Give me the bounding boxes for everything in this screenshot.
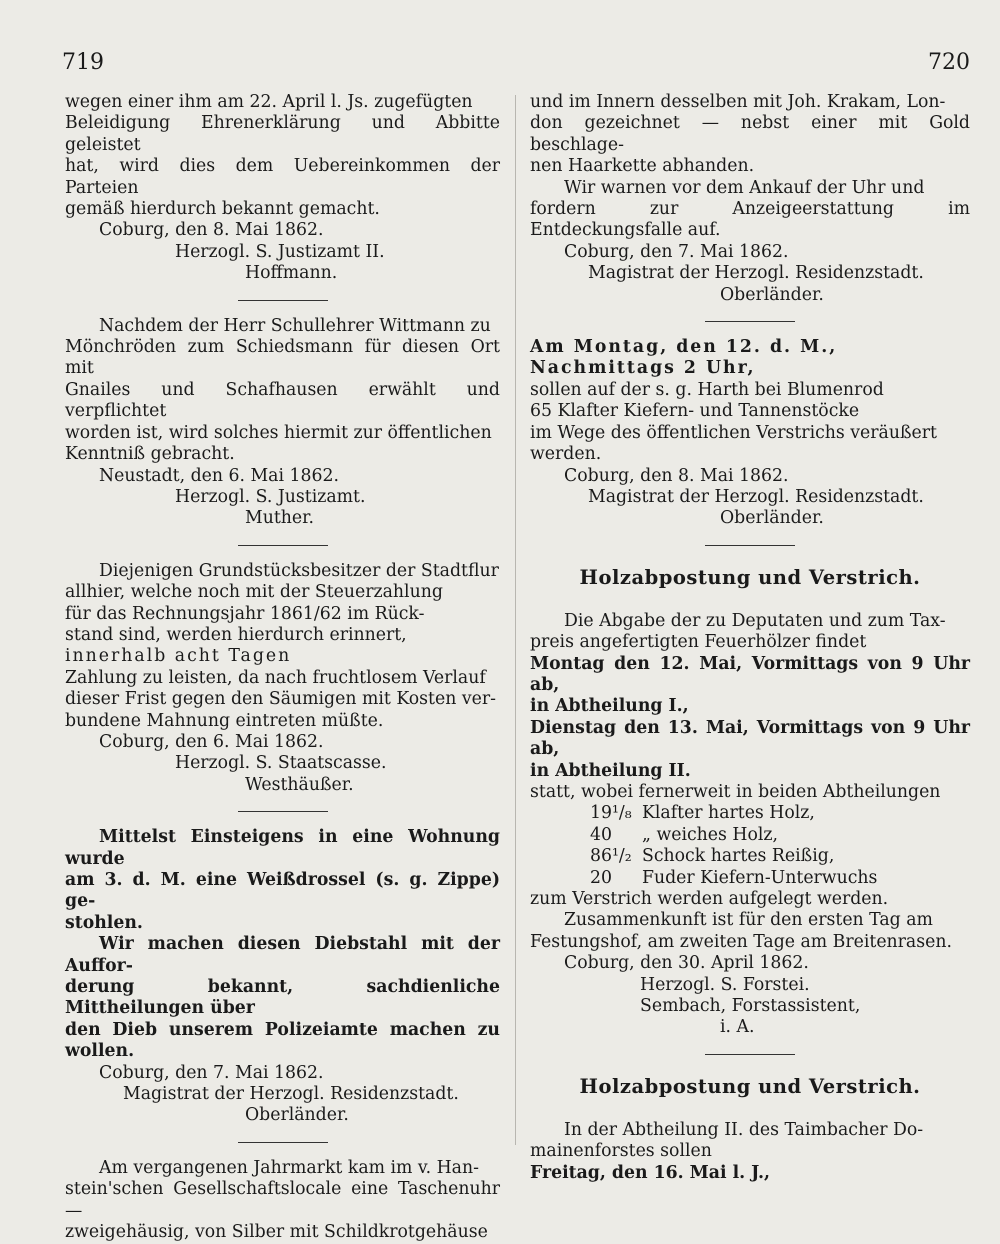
text-line: und im Innern desselben mit Joh. Krakam, Lon- [530,92,946,112]
signature: Hoffmann. [245,263,338,284]
section-divider [238,1142,328,1143]
date-heading: Am Montag, den 12. d. M., [530,337,838,358]
item-quantity: 19¹/₈ [590,803,632,824]
text-line: Zahlung zu leisten, da nach fruchtlosem Verlauf [65,667,486,688]
notice-date: Coburg, den 8. Mai 1862. [99,220,324,241]
text-line: für das Rechnungsjahr 1861/62 im Rück- [65,603,425,624]
left-column [65,92,500,1244]
item-description: Schock hartes Reißig, [642,846,835,867]
text-line: derung bekannt, sachdienliche Mittheilungen über [65,977,500,1019]
time-heading: Nachmittags 2 Uhr, [530,358,756,379]
text-line: dieser Frist gegen den Säumigen mit Kosten ver- [65,689,496,710]
notice-date: Coburg, den 8. Mai 1862. [564,465,789,486]
text-line: 65 Klafter Kiefern- und Tannenstöcke [530,401,860,422]
text-line: Die Abgabe der zu Deputaten und zum Tax- [564,610,946,631]
notice-steuerzahlung [65,561,500,796]
text-line: den Dieb unserem Polizeiamte machen zu wollen. [65,1019,500,1062]
text-line: Diejenigen Grundstücksbesitzer der Stadtflur [99,560,499,581]
wood-item-list [530,803,970,889]
issuing-office: Herzogl. S. Justizamt. [175,486,366,507]
notice-ehrenerklaerung [65,92,500,285]
item-description: Fuder Kiefern-Unterwuchs [642,867,878,888]
text-line: fordern zur Anzeigeerstattung im Entdeckungsfalle auf. [530,199,970,241]
text-line: Wir warnen vor dem Ankauf der Uhr und [564,177,925,198]
text-line: worden ist, wird solches hiermit zur öffentlichen [65,422,492,443]
notice-heading: Holzabpostung und Verstrich. [579,566,921,590]
notice-date: Coburg, den 7. Mai 1862. [564,241,789,262]
list-item [590,803,970,824]
item-quantity: 20 [590,867,612,888]
section-divider [705,321,795,322]
issuing-office: Magistrat der Herzogl. Residenzstadt. [588,486,924,507]
text-line: werden. [530,444,602,465]
text-line: Mittelst Einsteigens in eine Wohnung wurde [65,827,500,869]
list-item [590,868,970,889]
text-line: preis angefertigten Feuerhölzer findet [530,632,867,653]
signature: Sembach, Forstassistent, [640,996,861,1017]
deadline-emphasis: innerhalb acht Tagen [65,646,292,667]
section-divider [238,811,328,812]
notice-holzabpostung-1 [530,565,970,1039]
section-divider [705,1054,795,1055]
text-line: Am vergangenen Jahrmarkt kam im v. Han- [99,1157,479,1178]
notice-uhr-fortsetzung [530,92,970,306]
text-line: zweigehäusig, von Silber mit Schildkrotgehäuse [65,1222,488,1243]
text-line: bundene Mahnung eintreten müßte. [65,710,384,731]
text-line: hat, wird dies dem Uebereinkommen der Parteien [65,156,500,198]
signature: Westhäußer. [245,774,354,795]
text-line: Kenntniß gebracht. [65,444,235,465]
text-line: In der Abtheilung II. des Taimbacher Do- [564,1119,924,1140]
text-line: statt, wobei fernerweit in beiden Abtheilungen [530,781,941,802]
notice-taschenuhr [65,1158,500,1244]
text-line: stein'schen Gesellschaftslocale eine Taschenuhr — [65,1179,500,1221]
column-rule [515,95,516,1145]
page-number-right: 720 [928,50,970,75]
section-divider [238,300,328,301]
issuing-office: Herzogl. S. Staatscasse. [175,753,387,774]
text-line: Beleidigung Ehrenerklärung und Abbitte geleistet [65,113,500,155]
section-divider [705,545,795,546]
list-item [590,825,970,846]
text-line: am 3. d. M. eine Weißdrossel (s. g. Zippe) ge- [65,870,500,912]
text-line: stohlen. [65,912,143,933]
item-quantity: 40 [590,824,612,845]
signature: Oberländer. [720,284,824,305]
signature: Oberländer. [720,508,824,529]
schedule-department: in Abtheilung II. [530,760,691,781]
text-line: zum Verstrich werden aufgelegt werden. [530,889,889,909]
item-description: „ weiches Holz, [642,824,778,845]
text-line: sollen auf der s. g. Harth bei Blumenrod [530,379,884,400]
text-line: Gnailes und Schafhausen erwählt und verpflichtet [65,379,500,422]
notice-date: Coburg, den 7. Mai 1862. [99,1062,324,1083]
section-divider [238,545,328,546]
text-line: Zusammenkunft ist für den ersten Tag am [564,910,933,931]
issuing-office: Magistrat der Herzogl. Residenzstadt. [588,263,924,284]
notice-date: Neustadt, den 6. Mai 1862. [99,465,339,486]
notice-holzabpostung-2 [530,1074,970,1184]
text-line: Festungshof, am zweiten Tage am Breitenrasen. [530,931,952,952]
text-line: gemäß hierdurch bekannt gemacht. [65,199,380,220]
text-line: Wir machen diesen Diebstahl mit der Auffor- [65,934,500,976]
signature-suffix: i. A. [720,1017,755,1038]
schedule-department: in Abtheilung I., [530,696,689,717]
issuing-office: Magistrat der Herzogl. Residenzstadt. [123,1084,459,1105]
text-line: don gezeichnet — nebst einer mit Gold beschlage- [530,113,970,155]
text-line: Nachdem der Herr Schullehrer Wittmann zu [99,315,491,336]
notice-stoecke-verstrich [530,337,970,530]
text-line: im Wege des öffentlichen Verstrichs veräußert [530,422,937,443]
page-number-left: 719 [62,50,104,75]
item-quantity: 86¹/₂ [590,846,632,867]
text-line: allhier, welche noch mit der Steuerzahlung [65,582,443,603]
issuing-office: Herzogl. S. Forstei. [640,974,810,995]
notice-diebstahl [65,827,500,1127]
schedule-day: Freitag, den 16. Mai l. J., [530,1162,771,1183]
notice-schiedsmann [65,316,500,530]
text-line: nen Haarkette abhanden. [530,156,755,177]
right-column [530,92,970,1184]
notice-date: Coburg, den 30. April 1862. [564,953,809,974]
text-line: wegen einer ihm am 22. April l. Js. zugefügten [65,92,473,112]
item-description: Klafter hartes Holz, [642,803,815,824]
notice-heading: Holzabpostung und Verstrich. [579,1075,921,1099]
schedule-day: Dienstag den 13. Mai, Vormittags von 9 Uhr ab, [530,717,970,760]
schedule-day: Montag den 12. Mai, Vormittags von 9 Uhr ab, [530,653,970,695]
text-line: Mönchröden zum Schiedsmann für diesen Ort mit [65,337,500,379]
text-line: mainenforstes sollen [530,1141,712,1162]
list-item [590,846,970,867]
text-line: stand sind, werden hierdurch erinnert, [65,624,407,645]
issuing-office: Herzogl. S. Justizamt II. [175,241,385,262]
notice-date: Coburg, den 6. Mai 1862. [99,731,324,752]
signature: Oberländer. [245,1105,349,1126]
signature: Muther. [245,508,314,529]
